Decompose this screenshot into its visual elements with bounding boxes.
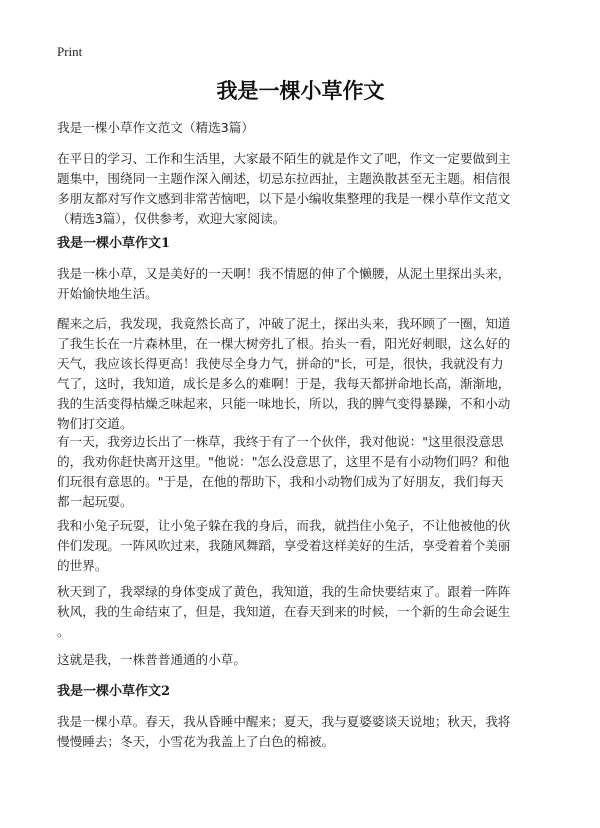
text-line: 们玩很有意思的。"于是，在他的帮助下，我和小动物们成为了好朋友，我们每天: [57, 474, 504, 489]
paragraph: [57, 516, 544, 576]
text-line: 伴们发现。一阵风吹过来，我随风舞蹈，享受着这样美好的生活，享受着着个美丽: [57, 538, 511, 553]
text-line: 题集中，围绕同一主题作深入阐述，切忌东拉西扯，主题涣散甚至无主题。相信很: [57, 171, 511, 186]
section-heading-2: 我是一棵小草作文2: [57, 684, 171, 699]
text-line: 都一起玩耍。: [57, 494, 133, 509]
paragraph: [57, 712, 544, 752]
text-line: 的世界。: [57, 558, 108, 573]
text-line: 醒来之后，我发现，我竟然长高了，冲破了泥土，探出头来，我环顾了一圈，知道: [57, 316, 511, 331]
text-line: 物们打交道。: [57, 416, 133, 431]
text-line: 秋天到了，我翠绿的身体变成了黄色，我知道，我的生命快要结束了。跟着一阵阵: [57, 584, 511, 599]
text-line: 在平日的学习、工作和生活里，大家最不陌生的就是作文了吧，作文一定要做到主: [57, 151, 511, 166]
text-line: 慢慢睡去；冬天，小雪花为我盖上了白色的棉被。: [57, 734, 335, 749]
text-line: （精选3篇），仅供参考，欢迎大家阅读。: [57, 211, 286, 226]
section-heading-1: 我是一棵小草作文1: [57, 236, 171, 251]
text-line: 我是一株小草，又是美好的一天啊！我不情愿的伸了个懒腰，从泥土里探出头来，: [57, 266, 511, 281]
paragraph: [57, 582, 544, 642]
text-line: 开始愉快地生活。: [57, 286, 158, 301]
document-subtitle: 我是一棵小草作文范文（精选3篇）: [57, 120, 254, 135]
text-line: 。: [57, 624, 70, 639]
text-line: 这就是我，一株普普通通的小草。: [57, 652, 246, 667]
text-line: 多朋友都对写作文感到非常苦恼吧，以下是小编收集整理的我是一棵小草作文范文: [57, 191, 511, 206]
print-link[interactable]: Print: [57, 44, 83, 59]
paragraph: [57, 314, 544, 434]
text-line: 的，我劝你赶快离开这里。"他说："怎么没意思了，这里不是有小动物们吗？和他: [57, 454, 510, 469]
paragraph: [57, 650, 544, 670]
text-line: 天气，我应该长得更高！我使尽全身力气，拼命的"长，可是，很快，我就没有力: [57, 356, 504, 371]
text-line: 我的生活变得枯燥乏味起来，只能一味地长，所以，我的脾气变得暴躁，不和小动: [57, 396, 511, 411]
text-line: 气了，这时，我知道，成长是多么的难啊！于是，我每天都拼命地长高，渐渐地，: [57, 376, 511, 391]
text-line: 我和小兔子玩耍，让小兔子躲在我的身后，而我，就挡住小兔子，不让他被他的伙: [57, 518, 511, 533]
text-line: 我是一棵小草。春天，我从昏睡中醒来；夏天，我与夏婆婆谈天说地；秋天，我将: [57, 714, 511, 729]
paragraph: [57, 432, 544, 512]
document-title: 我是一棵小草作文: [216, 79, 385, 103]
text-line: 有一天，我旁边长出了一株草，我终于有了一个伙伴，我对他说："这里很没意思: [57, 434, 504, 449]
text-line: 秋风，我的生命结束了，但是，我知道，在春天到来的时候，一个新的生命会诞生: [57, 604, 511, 619]
text-line: 了我生长在一片森林里，在一棵大树旁扎了根。抬头一看，阳光好刺眼，这么好的: [57, 336, 511, 351]
paragraph: [57, 264, 544, 304]
intro-paragraph: [57, 149, 544, 229]
